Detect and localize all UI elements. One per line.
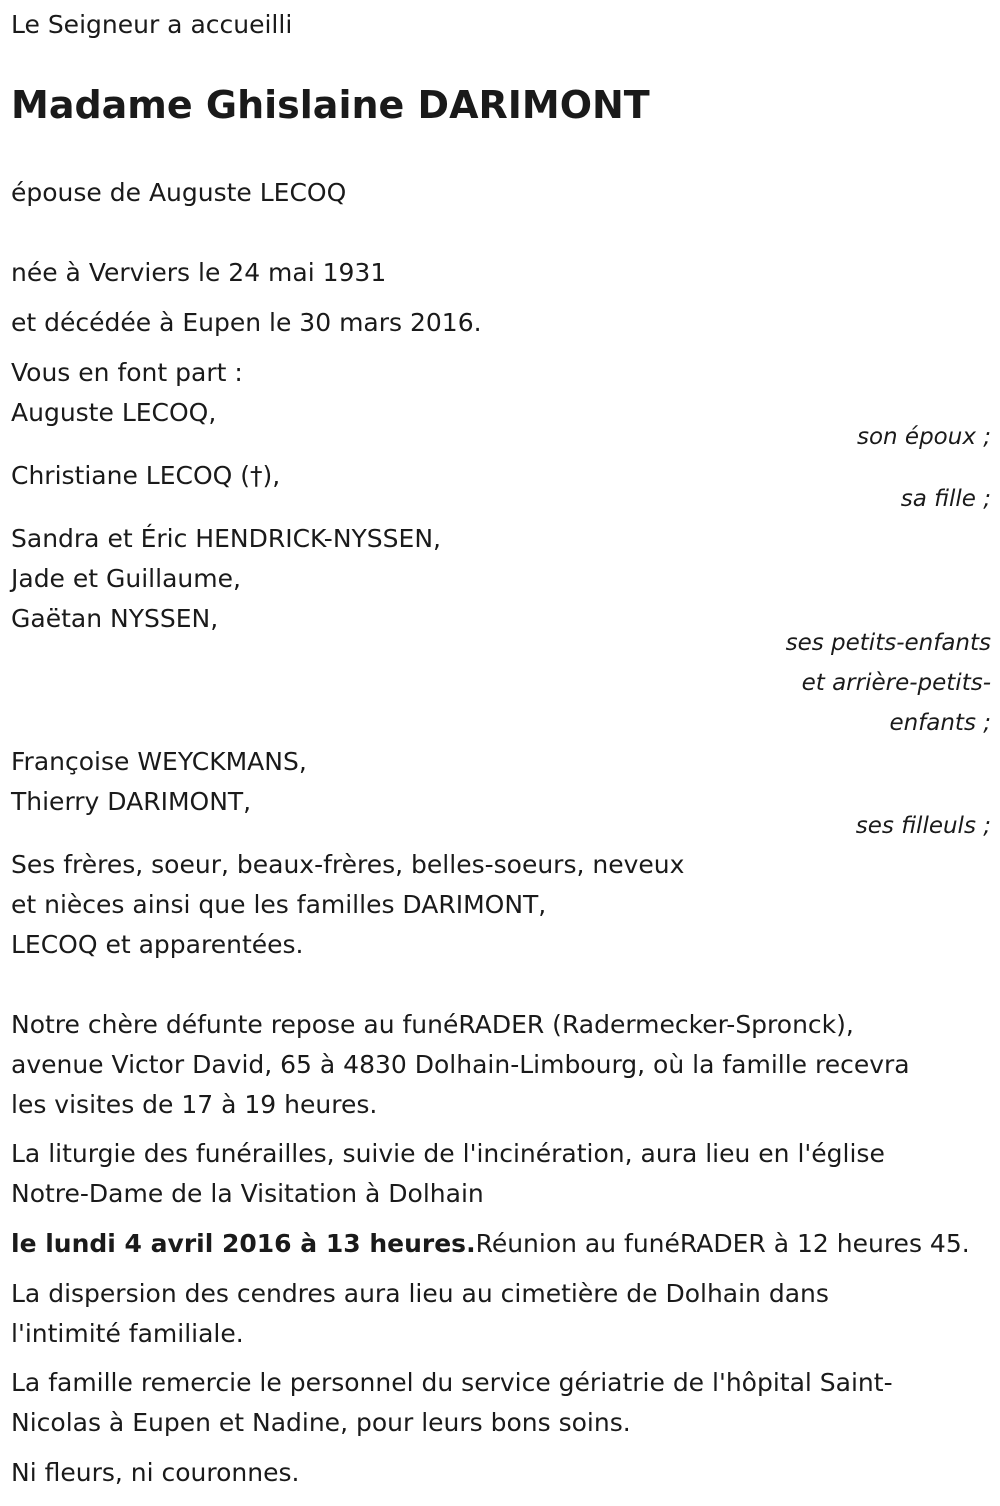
ashes-line: La dispersion des cendres aura lieu au cimetière de Dolhain dans xyxy=(11,1279,829,1308)
rest-line: avenue Victor David, 65 à 4830 Dolhain-Limbourg, où la famille recevra xyxy=(11,1050,910,1079)
ashes-line: l'intimité familiale. xyxy=(11,1319,244,1348)
intro-line: Le Seigneur a accueilli xyxy=(11,10,293,39)
daughter-relation: sa fille ; xyxy=(900,486,991,512)
grandchildren-relation-line: enfants ; xyxy=(889,710,991,736)
meeting-info: Réunion au funéRADER à 12 heures 45. xyxy=(475,1229,970,1258)
others-line: Ses frères, soeur, beaux-frères, belles-soeurs, neveux xyxy=(11,850,685,879)
others-line: et nièces ainsi que les familles DARIMONT, xyxy=(11,890,547,919)
godchild-line: Françoise WEYCKMANS, xyxy=(11,747,307,776)
ceremony-line xyxy=(11,1229,970,1259)
liturgy-line: Notre-Dame de la Visitation à Dolhain xyxy=(11,1179,484,1208)
daughter-name: Christiane LECOQ (†), xyxy=(11,461,281,490)
rest-line: les visites de 17 à 19 heures. xyxy=(11,1090,378,1119)
godchildren-relation: ses filleuls ; xyxy=(855,813,991,839)
grandchild-line: Jade et Guillaume, xyxy=(11,564,241,593)
rest-line: Notre chère défunte repose au funéRADER (Radermecker-Spronck), xyxy=(11,1010,854,1039)
death-line: et décédée à Eupen le 30 mars 2016. xyxy=(11,308,482,337)
godchild-line: Thierry DARIMONT, xyxy=(11,787,252,816)
family-intro: Vous en font part : xyxy=(11,358,243,387)
thanks-line: Nicolas à Eupen et Nadine, pour leurs bons soins. xyxy=(11,1408,631,1437)
birth-line: née à Verviers le 24 mai 1931 xyxy=(11,258,387,287)
others-line: LECOQ et apparentées. xyxy=(11,930,304,959)
spouse-name: Auguste LECOQ, xyxy=(11,398,217,427)
deceased-name: Madame Ghislaine DARIMONT xyxy=(11,83,650,127)
grandchild-line: Sandra et Éric HENDRICK-NYSSEN, xyxy=(11,524,441,553)
liturgy-line: La liturgie des funérailles, suivie de l'incinération, aura lieu en l'église xyxy=(11,1139,885,1168)
ceremony-date: le lundi 4 avril 2016 à 13 heures. xyxy=(11,1229,476,1258)
grandchild-line: Gaëtan NYSSEN, xyxy=(11,604,219,633)
grandchildren-relation-line: et arrière-petits- xyxy=(801,670,991,696)
spouse-relation: son époux ; xyxy=(856,424,991,450)
grandchildren-relation-line: ses petits-enfants xyxy=(785,630,991,656)
closing-line: Ni fleurs, ni couronnes. xyxy=(11,1458,300,1487)
spouse-line: épouse de Auguste LECOQ xyxy=(11,178,347,207)
thanks-line: La famille remercie le personnel du service gériatrie de l'hôpital Saint- xyxy=(11,1368,893,1397)
